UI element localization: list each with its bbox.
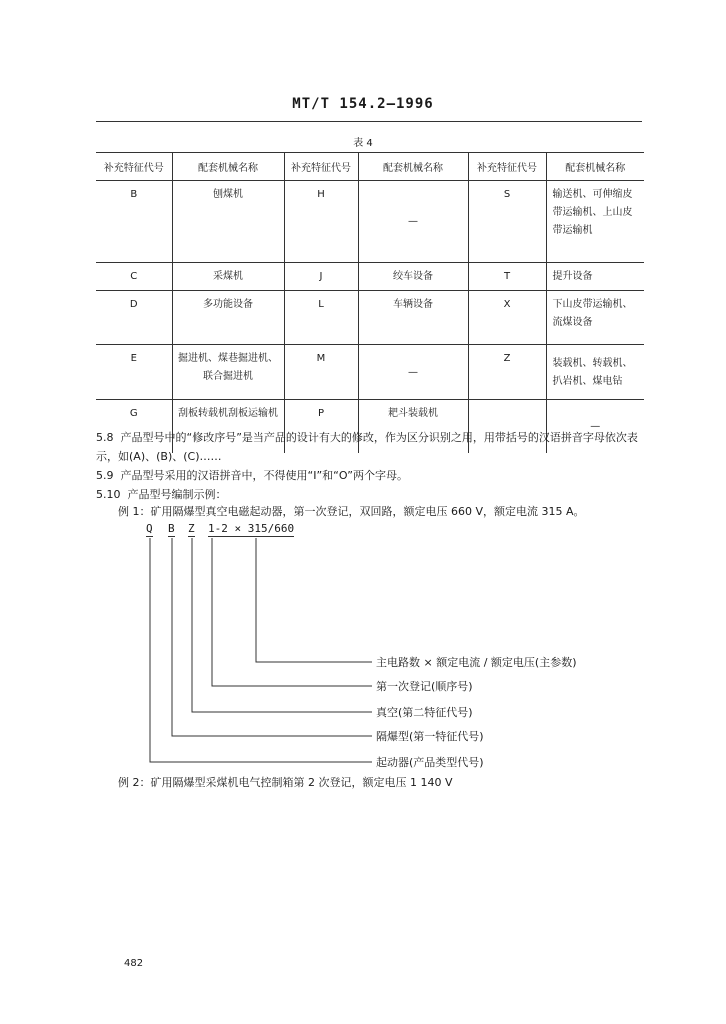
table-cell: C xyxy=(96,263,172,291)
table-cell: — xyxy=(546,400,644,453)
leader-line xyxy=(172,538,372,736)
table-cell: M xyxy=(284,345,358,400)
table-cell: 绞车设备 xyxy=(358,263,468,291)
table-cell: 提升设备 xyxy=(546,263,644,291)
leader-line xyxy=(150,538,372,762)
table-cell: 下山皮带运输机、流煤设备 xyxy=(546,291,644,345)
table-cell: H xyxy=(284,181,358,263)
document-header: MT/T 154.2—1996 xyxy=(292,96,434,112)
table-cell: G xyxy=(129,408,138,419)
table-cell: 装载机、转载机、扒岩机、煤电钻 xyxy=(546,345,644,400)
label-main-params: 主电路数 × 额定电流 / 额定电压(主参数) xyxy=(376,656,577,669)
label-starter: 起动器(产品类型代号) xyxy=(376,756,484,769)
code-parameters: 1-2 × 315/660 xyxy=(208,522,295,535)
table-header: 配套机械名称 xyxy=(546,153,644,181)
table-cell: 输送机、可伸缩皮带运输机、上山皮带运输机 xyxy=(546,181,644,263)
table-header: 补充特征代号 xyxy=(284,153,358,181)
table-cell: 采煤机 xyxy=(172,263,284,291)
code-letter-b: B xyxy=(168,522,175,535)
table-cell: 多功能设备 xyxy=(172,291,284,345)
table-cell: — xyxy=(358,181,468,263)
table-cell: S xyxy=(468,181,546,263)
table-cell: D xyxy=(96,291,172,345)
table-cell: 掘进机、煤巷掘进机、联合掘进机 xyxy=(172,345,284,400)
table-cell: T xyxy=(468,263,546,291)
table-cell: X xyxy=(468,291,546,345)
table-title: 表 4 xyxy=(353,138,373,149)
example-2: 例 2：矿用隔爆型采煤机电气控制箱第 2 次登记，额定电压 1 140 V xyxy=(118,776,453,789)
leader-line xyxy=(212,538,372,686)
table-header: 配套机械名称 xyxy=(358,153,468,181)
table-cell: 车辆设备 xyxy=(358,291,468,345)
table-cell: Z xyxy=(468,345,546,400)
table-cell: B xyxy=(96,181,172,263)
label-vacuum: 真空(第二特征代号) xyxy=(376,706,473,719)
section-text: 产品型号中的“修改序号”是当产品的设计有大的修改，作为区分识别之用，用带括号的汉语拼音字母依次表示，如(A)、(B)、(C)…… xyxy=(96,431,638,463)
leader-line xyxy=(256,538,372,662)
table-cell: 刮板转载机刮板运输机 xyxy=(172,400,284,453)
table-cell: — xyxy=(358,345,468,400)
page-number: 482 xyxy=(124,958,144,969)
table-cell: 刨煤机 xyxy=(172,181,284,263)
table-cell: J xyxy=(284,263,358,291)
label-explosion-proof: 隔爆型(第一特征代号) xyxy=(376,730,484,743)
example-1: 例 1：矿用隔爆型真空电磁起动器，第一次登记，双回路，额定电压 660 V，额定电流 315 A。 xyxy=(118,505,585,518)
code-letter-q: Q xyxy=(146,522,153,535)
section-number: 5.10 xyxy=(96,488,121,501)
section-text: 产品型号编制示例： xyxy=(127,488,227,501)
table-cell: L xyxy=(284,291,358,345)
section-number: 5.8 xyxy=(96,431,114,444)
table-cell: P xyxy=(284,400,358,453)
table-header: 配套机械名称 xyxy=(172,153,284,181)
table-cell: 耙斗装载机 xyxy=(358,400,468,453)
section-text: 产品型号采用的汉语拼音中，不得使用“I”和“O”两个字母。 xyxy=(120,469,409,482)
table-header: 补充特征代号 xyxy=(468,153,546,181)
code-letter-z: Z xyxy=(188,522,195,535)
section-number: 5.9 xyxy=(96,469,114,482)
table-cell: E xyxy=(96,345,172,400)
table-header: 补充特征代号 xyxy=(96,153,172,181)
label-registration: 第一次登记(顺序号) xyxy=(376,680,473,693)
